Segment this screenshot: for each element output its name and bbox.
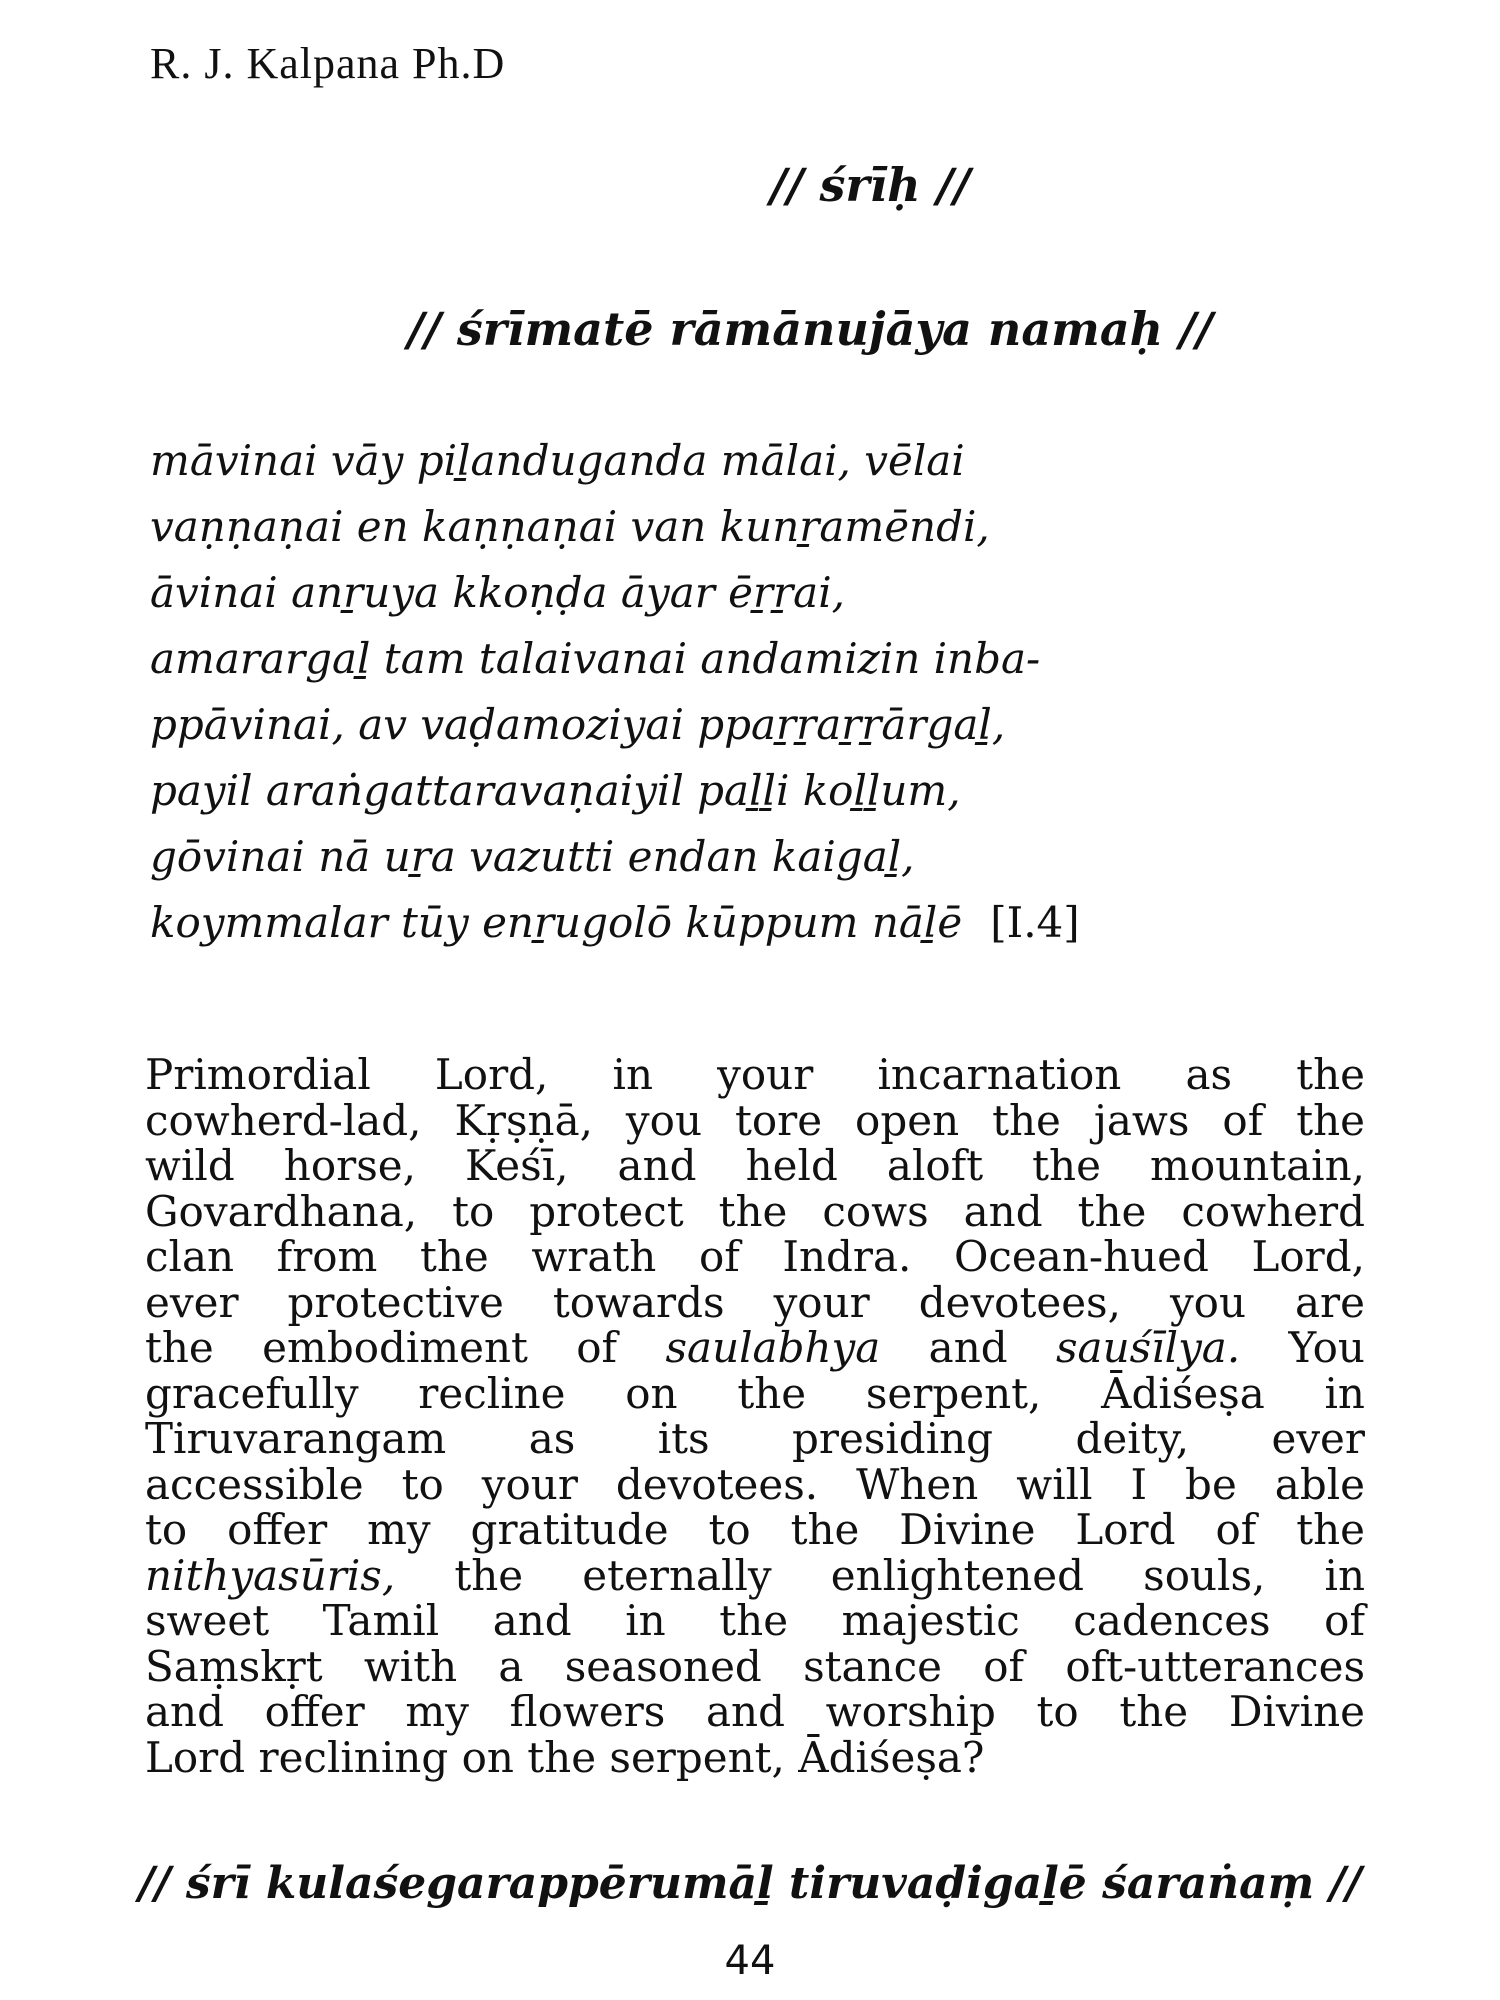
verse-line: amarargaḻ tam talaivanai andamizin inba-: [150, 634, 1041, 683]
prose-line: accessible to your devotees. When will I be able: [145, 1459, 1365, 1509]
prose-text: the eternally enlightened souls, in: [454, 1550, 1365, 1600]
translation-paragraph: [145, 1052, 1365, 1780]
prose-line: cowherd-lad, Kṛṣṇā, you tore open the jaws of the: [145, 1095, 1365, 1145]
invocation-srih: // śrīḥ //: [769, 158, 971, 212]
prose-text: You: [1288, 1323, 1365, 1372]
verse-line: vaṇṇaṇai en kaṇṇaṇai van kunṟamēndi,: [150, 502, 990, 551]
prose-text: and: [928, 1323, 1008, 1372]
prose-line: gracefully recline on the serpent, Ādiśeṣa in: [145, 1368, 1365, 1418]
prose-line: Govardhana, to protect the cows and the cowherd: [145, 1186, 1365, 1236]
verse-block: [150, 428, 1370, 956]
prose-text: the embodiment of: [145, 1323, 618, 1372]
verse-line: āvinai anṟuya kkoṇḍa āyar ēṟṟai,: [150, 568, 845, 617]
prose-line: Primordial Lord, in your incarnation as the: [145, 1050, 1365, 1099]
verse-line: gōvinai nā uṟa vazutti endan kaigaḻ,: [150, 832, 915, 881]
page-number: 44: [724, 1938, 776, 1984]
prose-line: and offer my flowers and worship to the Divine: [145, 1687, 1365, 1736]
invocation-ramanuja: // śrīmatē rāmānujāya namaḥ //: [407, 302, 1213, 356]
term-saulabhya: saulabhya: [665, 1323, 881, 1372]
verse-line-last: [150, 890, 1370, 956]
author-header: R. J. Kalpana Ph.D: [150, 39, 506, 88]
prose-line: Saṃskṛt with a seasoned stance of oft-utterances: [145, 1641, 1365, 1691]
prose-line: sweet Tamil and in the majestic cadences of: [145, 1596, 1365, 1645]
prose-line: [145, 1550, 1365, 1600]
term-sausilya: sauśīlya.: [1056, 1323, 1241, 1372]
prose-line: to offer my gratitude to the Divine Lord of the: [145, 1505, 1365, 1554]
prose-line: Tiruvarangam as its presiding deity, ever: [145, 1414, 1365, 1463]
closing-invocation: // śrī kulaśegarappērumāḻ tiruvaḍigaḻē śaraṅaṃ //: [138, 1858, 1362, 1909]
prose-line: clan from the wrath of Indra. Ocean-hued Lord,: [145, 1232, 1365, 1281]
prose-line: ever protective towards your devotees, you are: [145, 1277, 1365, 1327]
verse-reference: [I.4]: [990, 898, 1080, 947]
verse-line: ppāvinai, av vaḍamoziyai ppaṟṟaṟṟārgaḻ,: [150, 700, 1006, 749]
term-nithyasuris: nithyasūris,: [145, 1550, 396, 1600]
verse-line: payil araṅgattaravaṇaiyil paḻḻi koḻḻum,: [150, 766, 961, 815]
prose-line: wild horse, Keśī, and held aloft the mountain,: [145, 1141, 1365, 1190]
verse-line-text: koymmalar tūy enṟugolō kūppum nāḻē: [150, 898, 963, 947]
verse-line: māvinai vāy piḻanduganda mālai, vēlai: [150, 436, 965, 485]
prose-line: Lord reclining on the serpent, Ādiśeṣa?: [145, 1732, 985, 1782]
prose-line: [145, 1325, 1365, 1371]
